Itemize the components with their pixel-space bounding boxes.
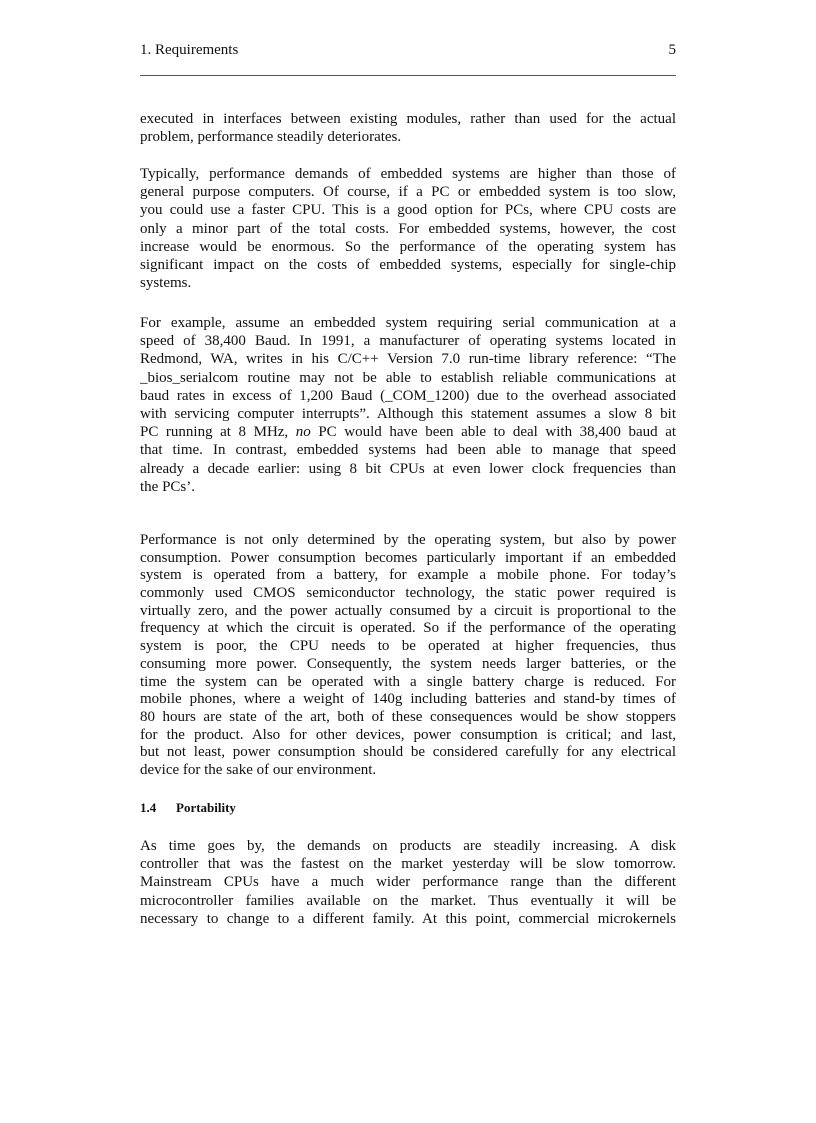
text-line: controller that was the fastest on the market yesterday will be slow tomorrow. [140, 856, 676, 873]
text-line: that time. In contrast, embedded systems had been able to manage that speed [140, 442, 676, 459]
text-line: device for the sake of our environment. [140, 761, 377, 778]
section-heading [140, 800, 236, 816]
text-line: speed of 38,400 Baud. In 1991, a manufacturer of operating systems located in [140, 333, 676, 350]
text-line: time the system can be operated with a single battery charge is reduced. For [140, 673, 676, 690]
text-line: consuming more power. Consequently, the system needs larger batteries, or the [140, 655, 676, 672]
text-line: problem, performance steadily deteriorates. [140, 129, 402, 146]
text-line: 80 hours are state of the art, both of these consequences would be show stoppers [140, 708, 676, 725]
text-line: for the product. Also for other devices, power consumption is critical; and last, [140, 726, 676, 743]
text-line: As time goes by, the demands on products are steadily increasing. A disk [140, 838, 676, 854]
paragraph-5 [140, 837, 676, 928]
text-line: systems. [140, 275, 192, 292]
text-segment: PC running at 8 MHz, [140, 424, 289, 441]
paragraph-1 [140, 110, 676, 146]
text-line: mobile phones, where a weight of 140g including batteries and stand-by times of [140, 691, 676, 708]
text-line: significant impact on the costs of embedded systems, especially for single-chip [140, 256, 676, 273]
text-line: Mainstream CPUs have a much wider performance range than the different [140, 874, 676, 891]
paragraph-3 [140, 314, 676, 496]
text-line: you could use a faster CPU. This is a good option for PCs, where CPU costs are [140, 202, 676, 219]
paragraph-4 [140, 532, 676, 780]
text-line: general purpose computers. Of course, if a PC or embedded system is too slow, [140, 184, 676, 201]
text-line: increase would be enormous. So the performance of the operating system has [140, 238, 676, 255]
text-line: executed in interfaces between existing modules, rather than used for the actual [140, 111, 676, 127]
running-header-chapter: 1. Requirements [140, 42, 239, 58]
text-line: consumption. Power consumption becomes particularly important if an embedded [140, 549, 676, 566]
section-number: 1.4 [140, 800, 157, 815]
text-line: _bios_serialcom routine may not be able to establish reliable communications at [140, 369, 676, 386]
emphasis: no [295, 424, 311, 441]
text-line: For example, assume an embedded system requiring serial communication at a [140, 315, 676, 331]
text-line: Redmond, WA, writes in his C/C++ Version 7.0 run-time library reference: “The [140, 351, 676, 368]
text-line: frequency at which the circuit is operated. So if the performance of the operating [140, 620, 676, 637]
text-line: the PCs’. [140, 478, 196, 495]
text-line: Performance is not only determined by the operating system, but also by power [140, 532, 676, 548]
text-line: Typically, performance demands of embedded systems are higher than those of [140, 166, 676, 182]
text-line: with servicing computer interrupts”. Although this statement assumes a slow 8 bit [140, 405, 676, 422]
text-line [140, 423, 676, 441]
text-line: microcontroller families available on the market. Thus eventually it will be [140, 892, 676, 909]
paragraph-2 [140, 165, 676, 292]
page-number: 5 [668, 42, 676, 58]
text-line: system is poor, the CPU needs to be operated at higher frequencies, thus [140, 638, 676, 655]
header-rule [140, 75, 676, 76]
text-line: virtually zero, and the power actually consumed by a circuit is proportional to the [140, 602, 676, 619]
text-segment: PC would have been able to deal with 38,400 baud at [318, 424, 677, 441]
section-title: Portability [176, 800, 236, 815]
text-line: only a minor part of the total costs. For embedded systems, however, the cost [140, 220, 676, 237]
text-line: baud rates in excess of 1,200 Baud (_COM_1200) due to the overhead associated [140, 387, 676, 404]
text-line: commonly used CMOS semiconductor technology, the static power required is [140, 585, 676, 602]
text-line: system is operated from a battery, for example a mobile phone. For today’s [140, 567, 676, 584]
text-line: already a decade earlier: using 8 bit CPUs at even lower clock frequencies than [140, 460, 676, 477]
text-line: but not least, power consumption should be considered carefully for any electrical [140, 744, 676, 761]
text-line: necessary to change to a different family. At this point, commercial microkernels [140, 910, 676, 927]
